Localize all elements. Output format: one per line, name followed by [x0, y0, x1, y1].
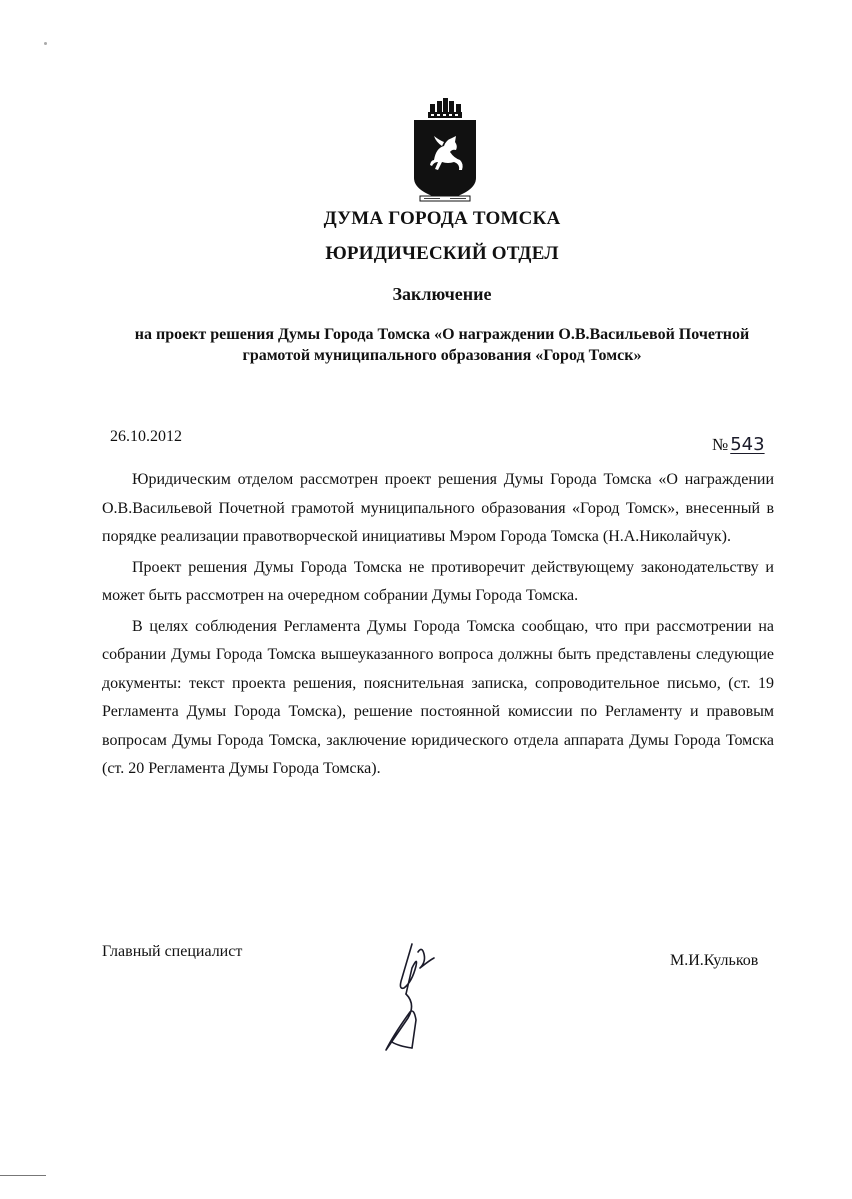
signatory-name: М.И.Кульков: [670, 952, 759, 969]
document-body: [102, 466, 774, 786]
document-number: [712, 434, 765, 455]
scan-speck: [44, 42, 47, 45]
number-prefix: №: [712, 435, 729, 454]
scan-edge-line: [0, 1175, 46, 1176]
document-type: Заключение: [392, 284, 492, 304]
document-subject: [100, 324, 784, 366]
subject-line-1: на проект решения Думы Города Томска «О награждении О.В.Васильевой Почетной: [134, 326, 750, 343]
document-date: 26.10.2012: [110, 428, 182, 445]
city-coat-of-arms-icon: [406, 96, 484, 206]
organization-name: ДУМА ГОРОДА ТОМСКА: [323, 208, 561, 229]
subject-line-2: грамотой муниципального образования «Город Томск»: [242, 347, 642, 364]
paragraph-2: Проект решения Думы Города Томска не противоречит действующему законодательству и может быть рассмотрен на очередном собрании Думы Города Томска.: [102, 558, 774, 604]
paragraph-3: В целях соблюдения Регламента Думы Города Томска сообщаю, что при рассмотрении на собрании Думы Города Томска вышеуказанного вопроса должны быть представлены следующие документы: текст проекта решения, пояснительная записка, сопроводительное письмо, (ст. 19 Регламента Думы Города Томска), решение постоянной комиссии по Регламенту и правовым вопросам Думы Города Томска, заключение юридического отдела аппарата Думы Города Томска (ст. 20 Регламента Думы Города Томска).: [102, 617, 774, 777]
paragraph-1: Юридическим отделом рассмотрен проект решения Думы Города Томска «О награждении О.В.Васильевой Почетной грамотой муниципального образования «Город Томск», внесенный в порядке реализации правотворческой инициативы Мэром Города Томска (Н.А.Николайчук).: [102, 471, 774, 545]
department-name: ЮРИДИЧЕСКИЙ ОТДЕЛ: [325, 243, 559, 264]
signatory-role: Главный специалист: [102, 943, 243, 960]
number-value: 543: [730, 434, 765, 455]
handwritten-signature-icon: [372, 938, 444, 1054]
